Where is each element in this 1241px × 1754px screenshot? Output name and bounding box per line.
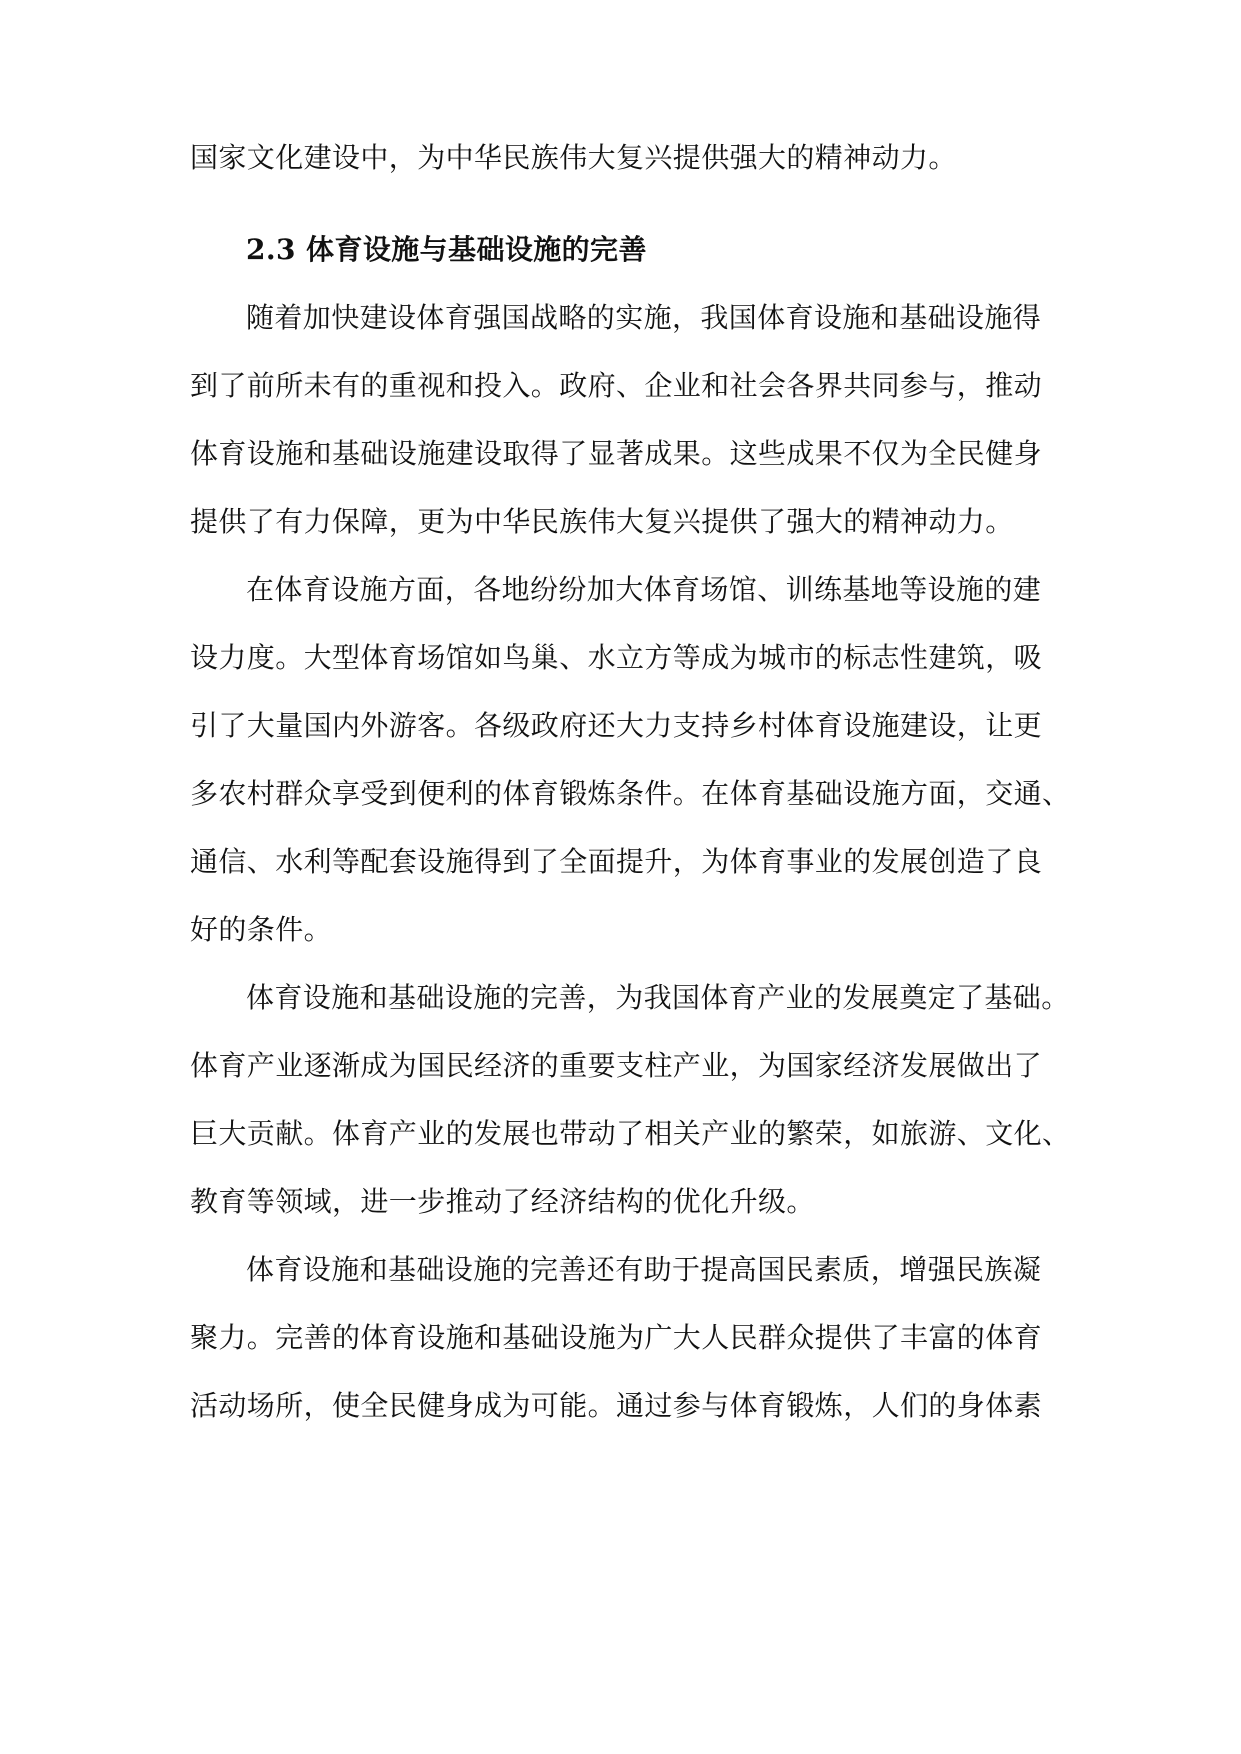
text-line: 教育等领域，进一步推动了经济结构的优化升级。 xyxy=(190,1185,815,1218)
section-heading: 2.3 体育设施与基础设施的完善 xyxy=(246,233,647,266)
text-line: 活动场所，使全民健身成为可能。通过参与体育锻炼，人们的身体素 xyxy=(190,1389,1043,1422)
text-line: 在体育设施方面，各地纷纷加大体育场馆、训练基地等设施的建 xyxy=(246,573,1042,606)
text-line: 体育设施和基础设施的完善，为我国体育产业的发展奠定了基础。 xyxy=(246,981,1070,1014)
text-line: 国家文化建设中，为中华民族伟大复兴提供强大的精神动力。 xyxy=(190,141,957,174)
text-line: 到了前所未有的重视和投入。政府、企业和社会各界共同参与，推动 xyxy=(190,369,1043,402)
text-line: 巨大贡献。体育产业的发展也带动了相关产业的繁荣，如旅游、文化、 xyxy=(190,1117,1071,1150)
text-line: 随着加快建设体育强国战略的实施，我国体育设施和基础设施得 xyxy=(246,301,1042,334)
text-line: 聚力。完善的体育设施和基础设施为广大人民群众提供了丰富的体育 xyxy=(190,1321,1043,1354)
text-line: 好的条件。 xyxy=(190,913,333,946)
text-line: 多农村群众享受到便利的体育锻炼条件。在体育基础设施方面，交通、 xyxy=(190,777,1071,810)
text-line: 体育设施和基础设施的完善还有助于提高国民素质，增强民族凝 xyxy=(246,1253,1042,1286)
text-line: 体育产业逐渐成为国民经济的重要支柱产业，为国家经济发展做出了 xyxy=(190,1049,1043,1082)
text-line: 通信、水利等配套设施得到了全面提升，为体育事业的发展创造了良 xyxy=(190,845,1043,878)
text-line: 体育设施和基础设施建设取得了显著成果。这些成果不仅为全民健身 xyxy=(190,437,1043,470)
text-line: 提供了有力保障，更为中华民族伟大复兴提供了强大的精神动力。 xyxy=(190,505,1014,538)
text-line: 设力度。大型体育场馆如鸟巢、水立方等成为城市的标志性建筑，吸 xyxy=(190,641,1043,674)
text-line: 引了大量国内外游客。各级政府还大力支持乡村体育设施建设，让更 xyxy=(190,709,1043,742)
